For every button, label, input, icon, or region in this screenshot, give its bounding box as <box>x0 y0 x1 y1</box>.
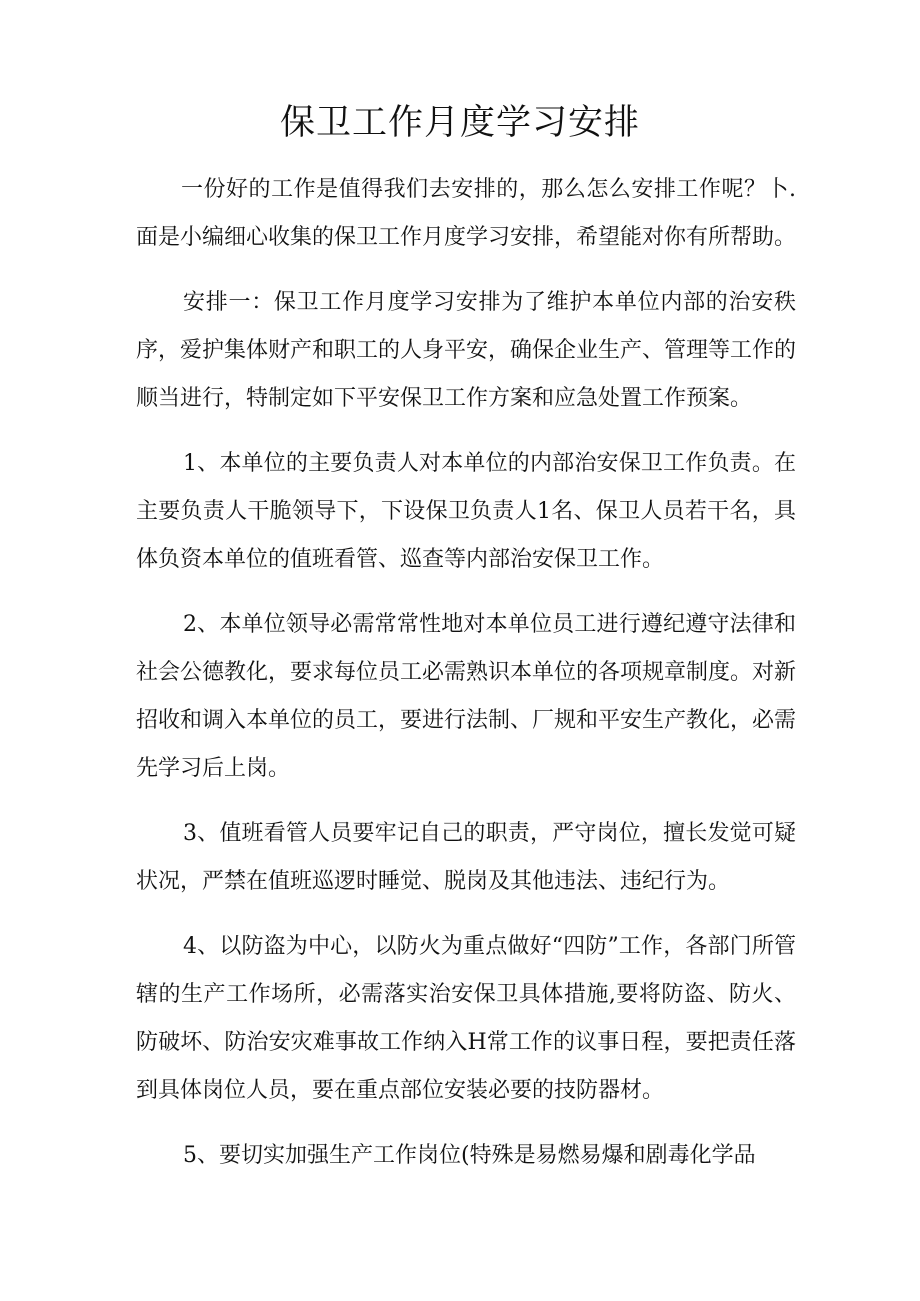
paragraph-item-3: 3、值班看管人员要牢记自己的职责，严守岗位，擅长发觉可疑状况，严禁在值班巡逻时睡觉、脱岗及其他违法、违纪行为。 <box>136 821 796 894</box>
document-body <box>136 166 796 1197</box>
paragraph-item-1: 1、本单位的主要负责人对本单位的内部治安保卫工作负责。在主要负责人干脆领导下，下设保卫负责人1名、保卫人员若干名，具体负资本单位的值班看管、巡查等内部治安保卫工作。 <box>136 451 796 572</box>
paragraph-item-4: 4、以防盗为中心，以防火为重点做好“四防”工作，各部门所管辖的生产工作场所，必需落实治安保卫具体措施,要将防盗、防火、防破坏、防治安灾难事故工作纳入H常工作的议事日程，要把责任落到具体岗位人员，要在重点部位安装必要的技防器材。 <box>136 934 796 1103</box>
paragraph-arrangement-one: 安排一：保卫工作月度学习安排为了维护本单位内部的治安秩序，爱护集体财产和职工的人身平安，确保企业生产、管理等工作的顺当进行，特制定如下平安保卫工作方案和应急处置工作预案。 <box>136 290 797 411</box>
paragraph-item-2: 2、本单位领导必需常常性地对本单位员工进行遵纪遵守法律和社会公德教化，要求每位员工必需熟识本单位的各项规章制度。对新招收和调入本单位的员工，要进行法制、厂规和平安生产教化，必需先学习后上岗。 <box>136 612 797 781</box>
paragraph-item-5: 5、要切实加强生产工作岗位(特殊是易燃易爆和剧毒化学品 <box>183 1143 756 1168</box>
paragraph-intro: 一份好的工作是值得我们去安排的，那么怎么安排工作呢？卜.面是小编细心收集的保卫工作月度学习安排，希望能对你有所帮助。 <box>136 177 797 250</box>
document-title: 保卫工作月度学习安排 <box>279 103 640 143</box>
